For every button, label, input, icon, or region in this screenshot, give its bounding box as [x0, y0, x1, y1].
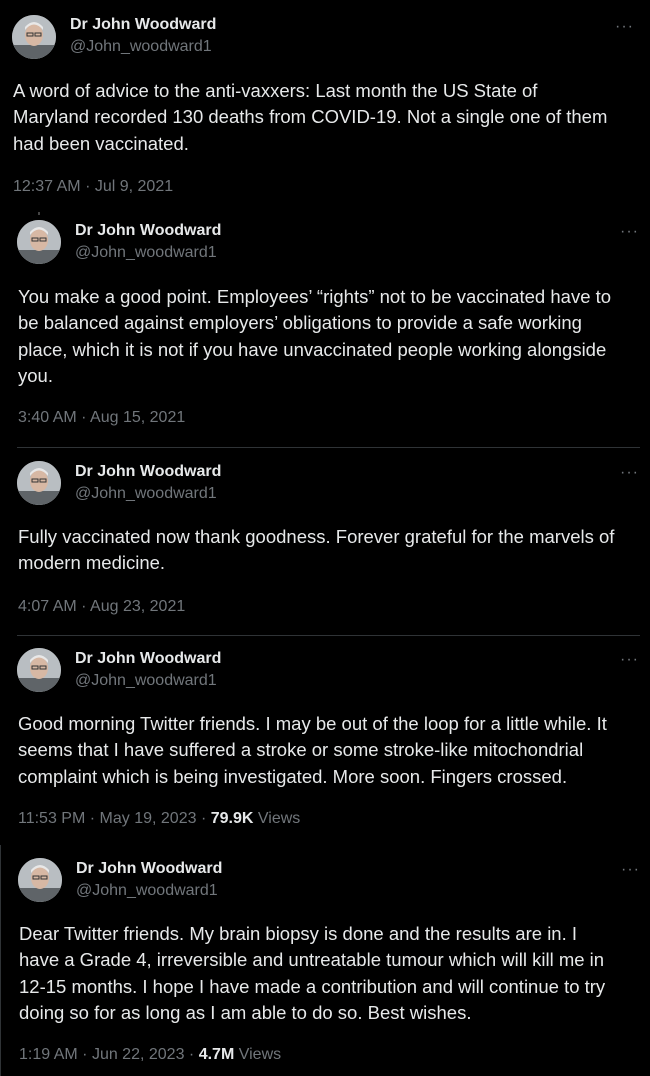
- meta-separator: ·: [89, 810, 96, 827]
- tweet-text: Fully vaccinated now thank goodness. Forever grateful for the marvels of modern medicine.: [18, 526, 615, 574]
- meta-separator: ·: [82, 1046, 88, 1063]
- views-label: Views: [257, 810, 301, 827]
- tweet-card[interactable]: [0, 0, 650, 205]
- tweet-timestamp[interactable]: [19, 1046, 281, 1064]
- tweet-timestamp[interactable]: [13, 178, 173, 196]
- tweet-card[interactable]: [0, 447, 650, 635]
- more-options-icon[interactable]: ···: [620, 464, 639, 481]
- tweet-time: 4:07 AM: [18, 598, 77, 615]
- tweet-date: Jul 9, 2021: [94, 178, 174, 195]
- meta-separator: ·: [85, 178, 91, 195]
- author-handle[interactable]: @John_woodward1: [70, 38, 212, 55]
- avatar[interactable]: [17, 220, 61, 264]
- avatar-photo: [17, 461, 61, 505]
- tweet-card[interactable]: [0, 205, 650, 447]
- author-handle[interactable]: @John_woodward1: [75, 244, 217, 261]
- avatar[interactable]: [17, 461, 61, 505]
- more-options-icon[interactable]: ···: [621, 861, 640, 878]
- tweet-date: Aug 15, 2021: [90, 409, 186, 426]
- avatar-photo: [17, 648, 61, 692]
- tweet-time: 3:40 AM: [18, 409, 77, 426]
- author-name[interactable]: Dr John Woodward: [75, 463, 222, 480]
- tweet-time: 12:37 AM: [13, 178, 81, 195]
- tweet-text: You make a good point. Employees’ “rights” not to be vaccinated have to be balanced against employers’ obligations to provide a safe working place, which it is not if you have unvaccinated people working alongside you.: [18, 286, 612, 386]
- tweet-text: A word of advice to the anti-vaxxers: Last month the US State of Maryland recorded 130 deaths from COVID-19. Not a single one of them had been vaccinated.: [13, 80, 608, 154]
- views-count: 4.7M: [198, 1046, 235, 1063]
- tweet-time: 1:19 AM: [19, 1046, 78, 1063]
- author-handle[interactable]: @John_woodward1: [76, 882, 218, 899]
- tweet-timestamp[interactable]: [18, 409, 185, 427]
- tweet-card[interactable]: [0, 845, 650, 1076]
- author-name[interactable]: Dr John Woodward: [75, 222, 222, 239]
- avatar[interactable]: [17, 648, 61, 692]
- tweet-date: May 19, 2023: [99, 810, 197, 827]
- avatar[interactable]: [18, 858, 62, 902]
- avatar[interactable]: [12, 15, 56, 59]
- tweet-date: Aug 23, 2021: [90, 598, 186, 615]
- tweet-timestamp[interactable]: [18, 598, 185, 616]
- tweet-date: Jun 22, 2023: [91, 1046, 185, 1063]
- tweet-text: Good morning Twitter friends. I may be out of the loop for a little while. It seems that I have suffered a stroke or some stroke-like mitochondrial complaint which is being investigated. More soon. Fingers crossed.: [18, 713, 607, 787]
- avatar-photo: [17, 220, 61, 264]
- more-options-icon[interactable]: ···: [615, 18, 634, 35]
- author-handle[interactable]: @John_woodward1: [75, 672, 217, 689]
- tweet-text: Dear Twitter friends. My brain biopsy is done and the results are in. I have a Grade 4, irreversible and untreatable tumour which will kill me in 12-15 months. I hope I have made a contribution and will continue to try doing so for as long as I am able to do so. Best wishes.: [19, 923, 606, 1023]
- tweet-card[interactable]: [0, 635, 650, 845]
- views-label: Views: [238, 1046, 282, 1063]
- author-name[interactable]: Dr John Woodward: [76, 860, 223, 877]
- tweet-timestamp[interactable]: [18, 810, 300, 828]
- author-name[interactable]: Dr John Woodward: [70, 16, 217, 33]
- author-name[interactable]: Dr John Woodward: [75, 650, 222, 667]
- meta-separator: ·: [200, 810, 207, 827]
- tweet-time: 11:53 PM: [18, 810, 86, 827]
- avatar-photo: [12, 15, 56, 59]
- views-count: 79.9K: [210, 810, 254, 827]
- more-options-icon[interactable]: ···: [620, 651, 639, 668]
- meta-separator: ·: [188, 1046, 195, 1063]
- meta-separator: ·: [81, 409, 87, 426]
- avatar-photo: [18, 858, 62, 902]
- author-handle[interactable]: @John_woodward1: [75, 485, 217, 502]
- more-options-icon[interactable]: ···: [620, 223, 639, 240]
- meta-separator: ·: [81, 598, 87, 615]
